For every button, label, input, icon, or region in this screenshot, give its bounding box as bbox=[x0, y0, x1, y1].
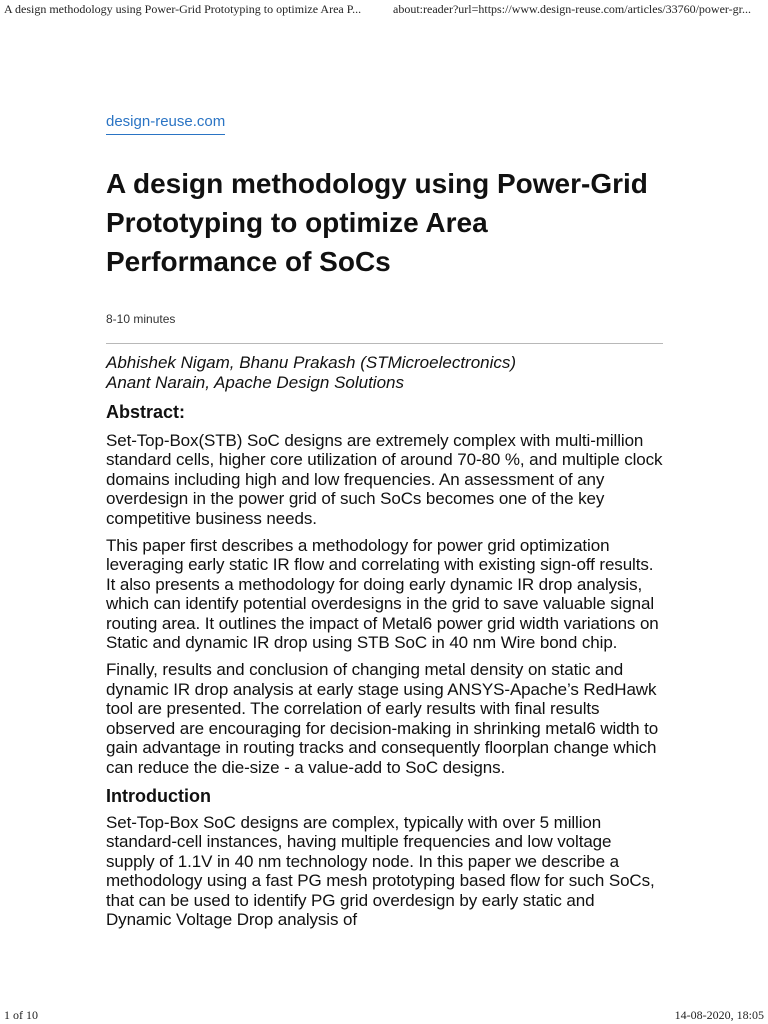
introduction-paragraph: Set-Top-Box SoC designs are complex, typically with over 5 million standard-cell instances, having multiple frequencies and low voltage supply of 1.1V in 40 nm technology node. In this paper we describe a methodology using a fast PG mesh prototyping based flow for such SoCs, that can be used to identify PG grid overdesign by early static and Dynamic Voltage Drop analysis of bbox=[106, 812, 655, 929]
print-header-url: about:reader?url=https://www.design-reuse.com/articles/33760/power-gr... bbox=[393, 2, 751, 16]
page-number: 1 of 10 bbox=[4, 1008, 38, 1022]
header-divider bbox=[106, 343, 663, 344]
print-header bbox=[0, 0, 768, 18]
reading-time: 8-10 minutes bbox=[106, 312, 176, 326]
print-header-title: A design methodology using Power-Grid Prototyping to optimize Area P... bbox=[4, 2, 362, 16]
introduction-heading: Introduction bbox=[106, 785, 211, 806]
abstract-heading: Abstract: bbox=[106, 402, 186, 422]
article-title: A design methodology using Power-Grid Prototyping to optimize Area Performance of SoCs bbox=[106, 168, 648, 277]
abstract-paragraph-2: This paper first describes a methodology for power grid optimization leveraging early static IR flow and correlating with existing sign-off results. It also presents a methodology for doing early dynamic IR drop analysis, which can identify potential overdesigns in the grid to save valuable signal routing area. It outlines the impact of Metal6 power grid width variations on Static and dynamic IR drop using STB SoC in 40 nm Wire bond chip. bbox=[106, 536, 659, 653]
authors-block bbox=[106, 353, 516, 393]
abstract-paragraph-3: Finally, results and conclusion of changing metal density on static and dynamic IR drop analysis at early stage using ANSYS-Apache’s RedHawk tool are presented. The correlation of early results with final results observed are encouraging for decision-making in shrinking metal6 width to gain advantage in routing tracks and consequently floorplan change which can reduce the die-size - a value-add to SoC designs. bbox=[106, 660, 659, 777]
authors-line-2: Anant Narain, Apache Design Solutions bbox=[106, 373, 404, 392]
article-body bbox=[106, 401, 663, 937]
abstract-paragraph-1: Set-Top-Box(STB) SoC designs are extremely complex with multi-million standard cells, higher core utilization of around 70-80 %, and multiple clock domains including high and low frequencies. An assessment of any overdesign in the power grid of such SoCs becomes one of the key competitive business needs. bbox=[106, 431, 663, 528]
site-link[interactable]: design-reuse.com bbox=[106, 113, 225, 135]
print-datetime: 14-08-2020, 18:05 bbox=[674, 1008, 764, 1022]
print-footer bbox=[0, 1006, 768, 1024]
authors-line-1: Abhishek Nigam, Bhanu Prakash (STMicroelectronics) bbox=[106, 353, 517, 372]
